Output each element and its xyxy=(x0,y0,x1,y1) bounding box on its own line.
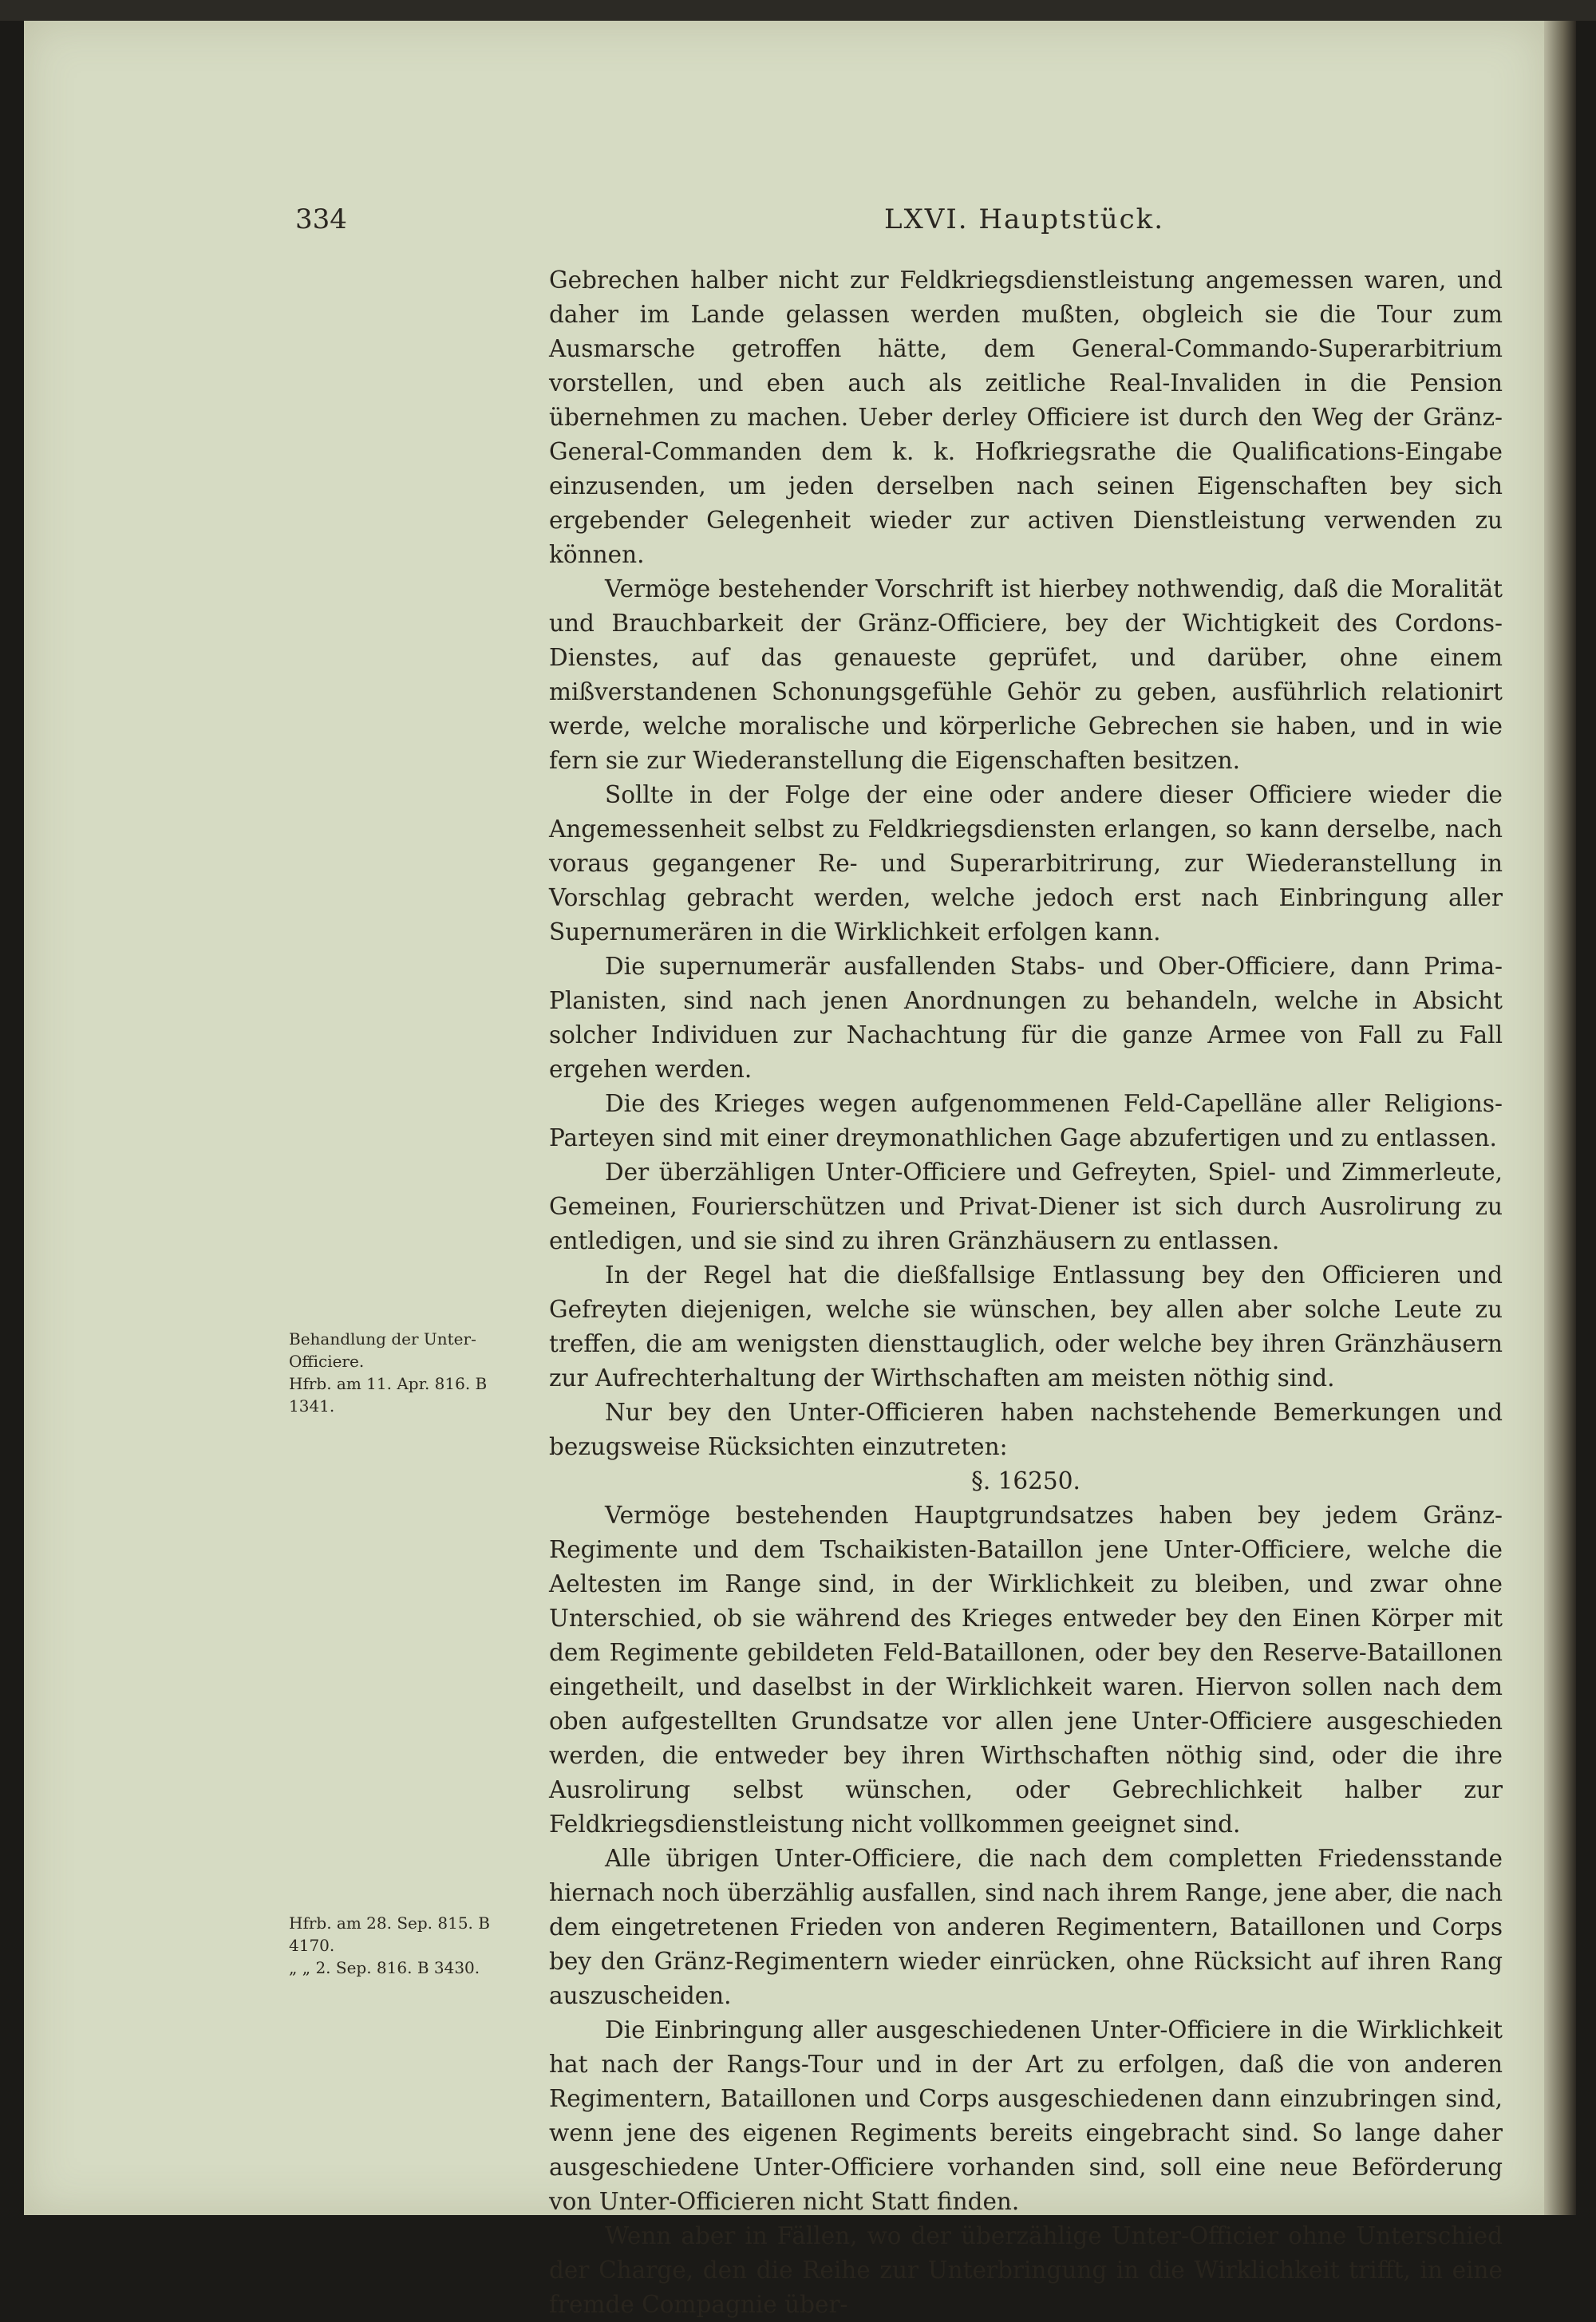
paragraph-continued: Gebrechen halber nicht zur Feldkriegsdienstleistung angemessen waren, und daher im Lande gelassen werden mußten, obgleich sie die Tour zum Ausmarsche getroffen hätte, dem General-Commando-Superarbitrium vorstellen, und eben auch als zeitliche Real-Invaliden in die Pension übernehmen zu machen. Ueber derley Officiere ist durch den Weg der Gränz-General-Commanden dem k. k. Hofkriegsrathe die Qualifications-Eingabe einzusenden, um jeden derselben nach seinen Eigenschaften bey sich ergebender Gelegenheit wieder zur activen Dienstleistung verwenden zu können. xyxy=(549,267,1503,568)
page-header xyxy=(295,203,1508,243)
book-gutter-edge xyxy=(1544,21,1576,2215)
paragraph: Der überzähligen Unter-Officiere und Gefreyten, Spiel- und Zimmerleute, Gemeinen, Fourierschützen und Privat-Diener ist sich durch Ausrolirung zu entledigen, und sie sind zu ihren Gränzhäusern zu entlassen. xyxy=(549,1159,1503,1254)
paragraph: Wenn aber in Fällen, wo der überzählige Unter-Officier ohne Unterschied der Charge, den die Reihe zur Unterbringung in die Wirklichkeit trifft, in eine fremde Compagnie über- xyxy=(549,2222,1503,2318)
paragraph: In der Regel hat die dießfallsige Entlassung bey den Officieren und Gefreyten diejenigen, welche sie wünschen, bey allen aber solche Leute zu treffen, die am wenigsten diensttauglich, oder welche bey ihren Gränzhäusern zur Aufrechterhaltung der Wirthschaften am meisten nöthig sind. xyxy=(549,1262,1503,1392)
paragraph: Alle übrigen Unter-Officiere, die nach dem completten Friedensstande hiernach noch überzählig ausfallen, sind nach ihrem Range, jene aber, die nach dem eingetretenen Frieden von anderen Regimentern, Bataillonen und Corps bey den Gränz-Regimentern wieder einrücken, ohne Rücksicht auf ihren Rang auszuscheiden. xyxy=(549,1845,1503,2009)
margin-note xyxy=(289,1912,536,1979)
paragraph: Nur bey den Unter-Officieren haben nachstehende Bemerkungen und bezugsweise Rücksichten einzutreten: xyxy=(549,1399,1503,1460)
scan-top-border xyxy=(0,0,1596,21)
margin-note-reference: Hfrb. am 28. Sep. 815. B 4170. xyxy=(289,1913,490,1955)
paragraph: Die supernumerär ausfallenden Stabs- und Ober-Officiere, dann Prima-Planisten, sind nach jenen Anordnungen zu behandeln, welche in Absicht solcher Individuen zur Nachachtung für die ganze Armee von Fall zu Fall ergehen werden. xyxy=(549,953,1503,1083)
running-head: LXVI. Hauptstück. xyxy=(884,203,1165,235)
margin-note-reference: „ „ 2. Sep. 816. B 3430. xyxy=(289,1958,480,1977)
paragraph: Vermöge bestehenden Hauptgrundsatzes haben bey jedem Gränz-Regimente und dem Tschaikisten-Bataillon jene Unter-Officiere, welche die Aeltesten im Range sind, in der Wirklichkeit zu bleiben, und zwar ohne Unterschied, ob sie während des Krieges entweder bey den Einen Körper mit dem Regimente gebildeten Feld-Bataillonen, oder bey den Reserve-Bataillonen eingetheilt, und daselbst in der Wirklichkeit waren. Hiervon sollen nach dem oben aufgestellten Grundsatze vor allen jene Unter-Officiere ausgeschieden werden, die entweder bey ihren Wirthschaften nöthig sind, oder die ihre Ausrolirung selbst wünschen, oder Gebrechlichkeit halber zur Feldkriegsdienstleistung nicht vollkommen geeignet sind. xyxy=(549,1502,1503,1838)
page-number: 334 xyxy=(295,203,347,235)
margin-note-reference: Hfrb. am 11. Apr. 816. B 1341. xyxy=(289,1374,488,1416)
paragraph: Die Einbringung aller ausgeschiedenen Unter-Officiere in die Wirklichkeit hat nach der Rangs-Tour und in der Art zu erfolgen, daß die von anderen Regimentern, Bataillonen und Corps ausgeschiedenen dann einzubringen sind, wenn jene des eigenen Regiments bereits eingebracht sind. So lange daher ausgeschiedene Unter-Officiere vorhanden sind, soll eine neue Beförderung von Unter-Officieren nicht Statt finden. xyxy=(549,2016,1503,2215)
paragraph: Die des Krieges wegen aufgenommenen Feld-Capelläne aller Religions-Parteyen sind mit einer dreymonathlichen Gage abzufertigen und zu entlassen. xyxy=(549,1090,1503,1151)
body-text xyxy=(549,263,1503,2322)
paragraph: Vermöge bestehender Vorschrift ist hierbey nothwendig, daß die Moralität und Brauchbarkeit der Gränz-Officiere, bey der Wichtigkeit des Cordons-Dienstes, auf das genaueste geprüfet, und darüber, ohne einem mißverstandenen Schonungsgefühle Gehör zu geben, ausführlich relationirt werde, welche moralische und körperliche Gebrechen sie haben, und in wie fern sie zur Wiederanstellung die Eigenschaften besitzen. xyxy=(549,575,1503,774)
section-number: §. 16250. xyxy=(971,1467,1080,1495)
margin-note xyxy=(289,1328,536,1417)
margin-note-title: Behandlung der Unter-Officiere. xyxy=(289,1329,476,1371)
paragraph: Sollte in der Folge der eine oder andere dieser Officiere wieder die Angemessenheit selbst zu Feldkriegsdiensten erlangen, so kann derselbe, nach voraus gegangener Re- und Superarbitrirung, zur Wiederanstellung in Vorschlag gebracht werden, welche jedoch erst nach Einbringung aller Supernumerären in die Wirklichkeit erfolgen kann. xyxy=(549,781,1503,946)
